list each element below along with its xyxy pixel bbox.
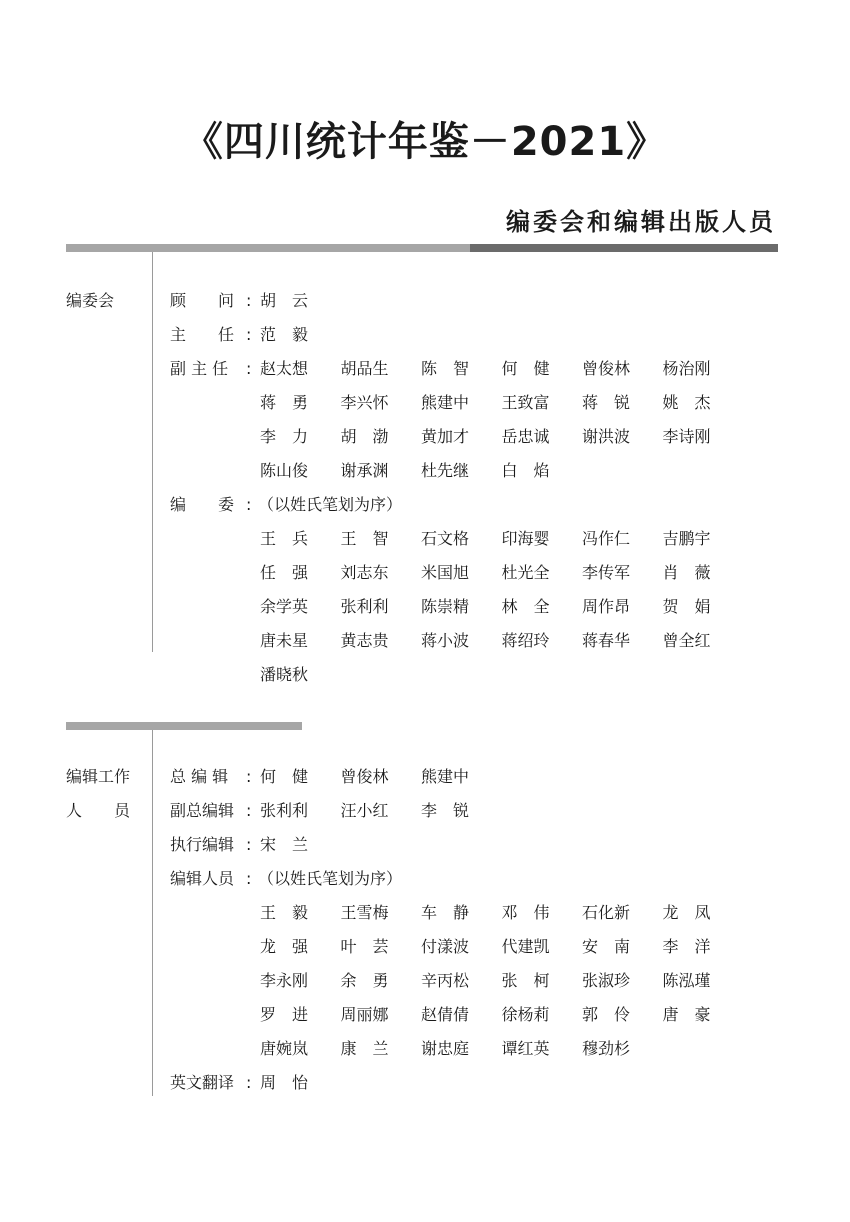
person-name: 张利利 bbox=[340, 597, 389, 616]
person-name: 邓 伟 bbox=[501, 903, 550, 922]
person-name: 熊建中 bbox=[421, 393, 470, 412]
person-name: 蒋 勇 bbox=[260, 393, 309, 412]
role-colon: : bbox=[246, 325, 252, 344]
order-note: （以姓氏笔划为序） bbox=[258, 869, 403, 888]
person-name: 唐 豪 bbox=[662, 1005, 711, 1024]
person-name: 周丽娜 bbox=[340, 1005, 389, 1024]
person-name: 谢忠庭 bbox=[421, 1039, 470, 1058]
person-name: 李诗刚 bbox=[662, 427, 711, 446]
person-name: 周 怡 bbox=[260, 1073, 309, 1092]
role-colon: : bbox=[246, 495, 252, 514]
person-name: 熊建中 bbox=[421, 767, 470, 786]
person-name: 穆劲杉 bbox=[582, 1039, 631, 1058]
person-name: 黄志贵 bbox=[340, 631, 389, 650]
person-name: 蒋春华 bbox=[582, 631, 631, 650]
person-name: 姚 杰 bbox=[662, 393, 711, 412]
person-name: 康 兰 bbox=[340, 1039, 389, 1058]
role-colon: : bbox=[246, 767, 252, 786]
person-name: 林 全 bbox=[501, 597, 550, 616]
person-name: 潘晓秋 bbox=[260, 665, 309, 684]
person-name: 胡 渤 bbox=[340, 427, 389, 446]
role-colon: : bbox=[246, 291, 252, 310]
person-name: 王 毅 bbox=[260, 903, 309, 922]
person-name: 张 柯 bbox=[501, 971, 550, 990]
person-name: 杨治刚 bbox=[662, 359, 711, 378]
person-name: 李兴怀 bbox=[340, 393, 389, 412]
person-name: 曾俊林 bbox=[582, 359, 631, 378]
committee-label-text: 编委会 bbox=[66, 291, 115, 310]
person-name: 汪小红 bbox=[340, 801, 389, 820]
person-name: 谢承渊 bbox=[340, 461, 389, 480]
section-rule bbox=[66, 722, 302, 730]
editorial-divider bbox=[152, 730, 153, 1096]
person-name: 冯作仁 bbox=[582, 529, 631, 548]
role-label: 编 委 bbox=[170, 495, 235, 514]
person-name: 陈崇精 bbox=[421, 597, 470, 616]
person-name: 范 毅 bbox=[260, 325, 309, 344]
person-name: 蒋小波 bbox=[421, 631, 470, 650]
committee-divider bbox=[152, 252, 153, 652]
editorial-label-line: 编辑工作 bbox=[66, 767, 131, 786]
person-name: 蒋绍玲 bbox=[501, 631, 550, 650]
person-name: 宋 兰 bbox=[260, 835, 309, 854]
person-name: 吉鹏宇 bbox=[662, 529, 711, 548]
editorial-label-line: 人 员 bbox=[66, 801, 131, 820]
person-name: 杜光全 bbox=[501, 563, 550, 582]
person-name: 付漾波 bbox=[421, 937, 470, 956]
person-name: 胡品生 bbox=[340, 359, 389, 378]
person-name: 周作昂 bbox=[582, 597, 631, 616]
role-label: 顾 问 bbox=[170, 291, 235, 310]
person-name: 何 健 bbox=[501, 359, 550, 378]
person-name: 王 智 bbox=[340, 529, 389, 548]
committee-label bbox=[66, 289, 138, 323]
role-label: 英文翻译 bbox=[170, 1073, 235, 1092]
header-rule-left bbox=[66, 244, 470, 252]
person-name: 印海婴 bbox=[501, 529, 550, 548]
person-name: 黄加才 bbox=[421, 427, 470, 446]
person-name: 杜先继 bbox=[421, 461, 470, 480]
person-name: 米国旭 bbox=[421, 563, 470, 582]
person-name: 曾全红 bbox=[662, 631, 711, 650]
person-name: 龙 凤 bbox=[662, 903, 711, 922]
person-name: 李 锐 bbox=[421, 801, 470, 820]
person-name: 贺 娟 bbox=[662, 597, 711, 616]
person-name: 谭红英 bbox=[501, 1039, 550, 1058]
role-label: 执行编辑 bbox=[170, 835, 235, 854]
page-title: 《四川统计年鉴－2021》 bbox=[182, 119, 668, 165]
role-label: 编辑人员 bbox=[170, 869, 235, 888]
person-name: 蒋 锐 bbox=[582, 393, 631, 412]
person-name: 石文格 bbox=[421, 529, 470, 548]
person-name: 张淑珍 bbox=[582, 971, 631, 990]
person-name: 赵倩倩 bbox=[421, 1005, 470, 1024]
role-label: 总 编 辑 bbox=[170, 767, 229, 786]
person-name: 胡 云 bbox=[260, 291, 309, 310]
person-name: 陈 智 bbox=[421, 359, 470, 378]
person-name: 辛丙松 bbox=[421, 971, 470, 990]
person-name: 叶 芸 bbox=[340, 937, 389, 956]
person-name: 任 强 bbox=[260, 563, 309, 582]
page-subtitle: 编委会和编辑出版人员 bbox=[506, 207, 776, 236]
role-colon: : bbox=[246, 869, 252, 888]
person-name: 李 力 bbox=[260, 427, 309, 446]
role-label: 副 主 任 bbox=[170, 359, 229, 378]
order-note: （以姓氏笔划为序） bbox=[258, 495, 403, 514]
role-label: 主 任 bbox=[170, 325, 235, 344]
header-rule-right bbox=[470, 244, 778, 252]
person-name: 曾俊林 bbox=[340, 767, 389, 786]
person-name: 陈山俊 bbox=[260, 461, 309, 480]
person-name: 赵太想 bbox=[260, 359, 309, 378]
person-name: 车 静 bbox=[421, 903, 470, 922]
person-name: 徐杨莉 bbox=[501, 1005, 550, 1024]
person-name: 白 焰 bbox=[501, 461, 550, 480]
person-name: 石化新 bbox=[582, 903, 631, 922]
person-name: 李永刚 bbox=[260, 971, 309, 990]
person-name: 唐婉岚 bbox=[260, 1039, 309, 1058]
role-colon: : bbox=[246, 359, 252, 378]
person-name: 何 健 bbox=[260, 767, 309, 786]
role-label: 副总编辑 bbox=[170, 801, 235, 820]
person-name: 李 洋 bbox=[662, 937, 711, 956]
person-name: 刘志东 bbox=[340, 563, 389, 582]
role-colon: : bbox=[246, 835, 252, 854]
editorial-label bbox=[66, 765, 138, 833]
person-name: 安 南 bbox=[582, 937, 631, 956]
person-name: 余 勇 bbox=[340, 971, 389, 990]
person-name: 王致富 bbox=[501, 393, 550, 412]
person-name: 李传军 bbox=[582, 563, 631, 582]
person-name: 代建凯 bbox=[501, 937, 550, 956]
person-name: 王雪梅 bbox=[340, 903, 389, 922]
person-name: 王 兵 bbox=[260, 529, 309, 548]
person-name: 陈泓瑾 bbox=[662, 971, 711, 990]
person-name: 余学英 bbox=[260, 597, 309, 616]
role-colon: : bbox=[246, 801, 252, 820]
person-name: 张利利 bbox=[260, 801, 309, 820]
person-name: 唐未星 bbox=[260, 631, 309, 650]
person-name: 谢洪波 bbox=[582, 427, 631, 446]
person-name: 肖 薇 bbox=[662, 563, 711, 582]
person-name: 岳忠诚 bbox=[501, 427, 550, 446]
person-name: 郭 伶 bbox=[582, 1005, 631, 1024]
person-name: 罗 进 bbox=[260, 1005, 309, 1024]
person-name: 龙 强 bbox=[260, 937, 309, 956]
role-colon: : bbox=[246, 1073, 252, 1092]
